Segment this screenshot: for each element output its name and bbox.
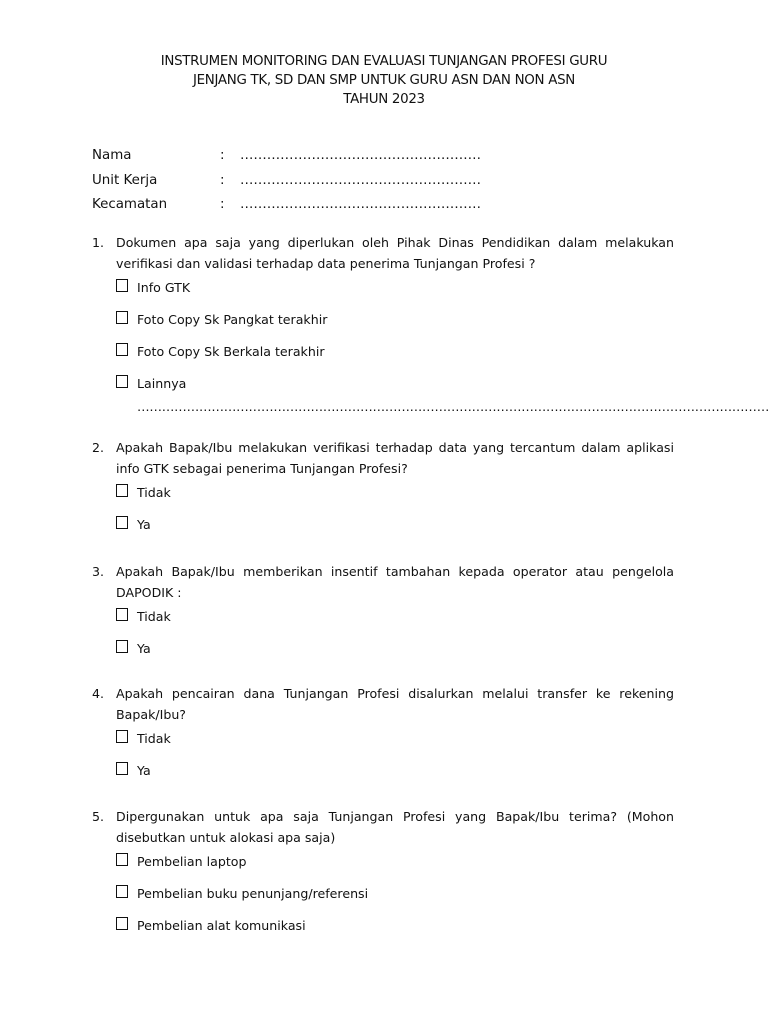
title-line-2: JENJANG TK, SD DAN SMP UNTUK GURU ASN DAN NON ASN: [192, 73, 575, 88]
question-number: 2.: [92, 440, 105, 455]
unit-kerja-label: Unit Kerja: [92, 172, 158, 188]
checkbox[interactable]: [116, 917, 128, 930]
unit-kerja-field[interactable]: ………………………………………………: [240, 172, 482, 188]
option-label: Tidak: [137, 609, 171, 624]
option-label: Ya: [137, 641, 151, 656]
nama-row: [92, 144, 481, 169]
option-row[interactable]: [116, 608, 674, 640]
checkbox[interactable]: [116, 343, 128, 356]
checkbox[interactable]: [116, 885, 128, 898]
question-2: [92, 437, 674, 548]
checkbox[interactable]: [116, 484, 128, 497]
question-3: [92, 561, 674, 672]
option-row[interactable]: [116, 311, 674, 343]
option-label: Info GTK: [137, 280, 191, 295]
question-number: 4.: [92, 686, 105, 701]
checkbox[interactable]: [116, 853, 128, 866]
nama-label: Nama: [92, 148, 132, 163]
question-1: [92, 232, 769, 414]
question-text: Apakah Bapak/Ibu memberikan insentif tambahan kepada operator atau pengelola DAPODIK :: [116, 564, 674, 600]
checkbox[interactable]: [116, 730, 128, 743]
question-number: 1.: [92, 235, 105, 250]
question-text: Apakah pencairan dana Tunjangan Profesi disalurkan melalui transfer ke rekening Bapak/Ibu?: [116, 686, 674, 722]
unit-kerja-row: [92, 169, 481, 194]
option-row[interactable]: [116, 279, 674, 311]
option-row[interactable]: [116, 343, 674, 375]
option-label: Foto Copy Sk Pangkat terakhir: [137, 312, 328, 327]
question-number: 5.: [92, 809, 105, 824]
question-text: Dokumen apa saja yang diperlukan oleh Pihak Dinas Pendidikan dalam melakukan verifikasi dan validasi terhadap data penerima Tunjangan Profesi ?: [116, 235, 674, 271]
kecamatan-colon: :: [220, 197, 225, 212]
nama-colon: :: [220, 148, 225, 163]
checkbox[interactable]: [116, 762, 128, 775]
option-label: Lainnya: [137, 376, 187, 391]
option-label: Foto Copy Sk Berkala terakhir: [137, 344, 325, 359]
option-label: Tidak: [137, 731, 171, 746]
option-label: Tidak: [137, 485, 171, 500]
title-line-1: INSTRUMEN MONITORING DAN EVALUASI TUNJANGAN PROFESI GURU: [160, 54, 608, 69]
checkbox[interactable]: [116, 279, 128, 292]
checkbox[interactable]: [116, 375, 128, 388]
nama-field[interactable]: ………………………………………………: [240, 148, 482, 163]
question-text: Dipergunakan untuk apa saja Tunjangan Profesi yang Bapak/Ibu terima? (Mohon disebutkan untuk alokasi apa saja): [116, 809, 674, 845]
checkbox[interactable]: [116, 516, 128, 529]
kecamatan-row: [92, 193, 481, 218]
question-4: [92, 683, 674, 794]
question-5: [92, 806, 674, 949]
identity-fields: [92, 144, 481, 218]
title-line-3: TAHUN 2023: [343, 92, 425, 107]
option-row[interactable]: [116, 917, 674, 949]
checkbox[interactable]: [116, 640, 128, 653]
document-title: [60, 52, 708, 109]
other-answer-line[interactable]: ………………………………………………………………………………………………………………………………………: [137, 399, 769, 414]
kecamatan-field[interactable]: ………………………………………………: [240, 197, 482, 212]
question-text: Apakah Bapak/Ibu melakukan verifikasi terhadap data yang tercantum dalam aplikasi info GTK sebagai penerima Tunjangan Profesi?: [116, 440, 674, 476]
option-row[interactable]: [116, 640, 674, 672]
option-row[interactable]: [116, 375, 674, 407]
option-label: Pembelian laptop: [137, 854, 247, 869]
checkbox[interactable]: [116, 311, 128, 324]
option-label: Ya: [137, 517, 151, 532]
option-row[interactable]: [116, 516, 674, 548]
question-number: 3.: [92, 564, 105, 579]
option-label: Pembelian buku penunjang/referensi: [137, 886, 369, 901]
option-row[interactable]: [116, 885, 674, 917]
option-row[interactable]: [116, 730, 674, 762]
kecamatan-label: Kecamatan: [92, 197, 168, 212]
option-row[interactable]: [116, 484, 674, 516]
unit-kerja-colon: :: [220, 172, 225, 188]
option-label: Ya: [137, 763, 151, 778]
option-row[interactable]: [116, 853, 674, 885]
option-row[interactable]: [116, 762, 674, 794]
option-label: Pembelian alat komunikasi: [137, 918, 306, 933]
checkbox[interactable]: [116, 608, 128, 621]
